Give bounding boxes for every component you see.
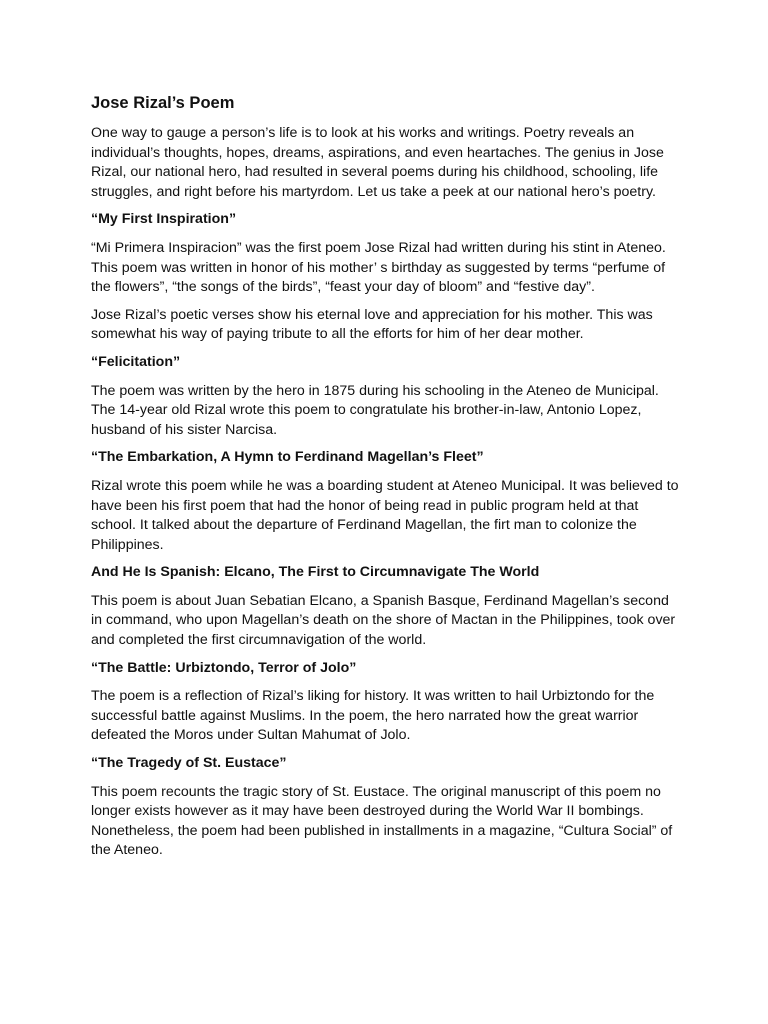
section-heading: “The Battle: Urbiztondo, Terror of Jolo” <box>91 659 357 676</box>
section-heading: “Felicitation” <box>91 353 181 370</box>
section-my-first-inspiration <box>91 210 681 345</box>
section-paragraph: Jose Rizal’s poetic verses show his eternal love and appreciation for his mother. This was somewhat his way of paying tribute to all the efforts for him of her dear mother. <box>91 306 653 343</box>
section-paragraph: The poem was written by the hero in 1875 during his schooling in the Ateneo de Municipal. The 14-year old Rizal wrote this poem to congratulate his brother-in-law, Antonio Lopez, husband of his sister Narcisa. <box>91 382 659 438</box>
section-paragraph: This poem recounts the tragic story of St. Eustace. The original manuscript of this poem no longer exists however as it may have been destroyed during the World War II bombings. Nonetheless, the poem had been published in installments in a magazine, “Cultura Social” of the Ateneo. <box>91 783 673 859</box>
section-and-he-is-spanish <box>91 563 681 650</box>
section-the-embarkation <box>91 448 681 555</box>
section-the-tragedy-of-st-eustace <box>91 754 681 861</box>
document-title: Jose Rizal’s Poem <box>91 94 235 112</box>
section-heading: And He Is Spanish: Elcano, The First to Circumnavigate The World <box>91 564 540 581</box>
document-page <box>91 93 681 869</box>
section-paragraph: “Mi Primera Inspiracion” was the first poem Jose Rizal had written during his stint in Ateneo. This poem was written in honor of his mother’ s birthday as suggested by terms “perfume of the flowers”, “the songs of the birds”, “feast your day of bloom” and “festive day”. <box>91 239 666 296</box>
section-heading: “The Embarkation, A Hymn to Ferdinand Magellan’s Fleet” <box>91 449 484 466</box>
section-heading: “My First Inspiration” <box>91 211 237 228</box>
section-the-battle <box>91 659 681 746</box>
section-heading: “The Tragedy of St. Eustace” <box>91 755 287 772</box>
section-felicitation <box>91 353 681 440</box>
section-paragraph: Rizal wrote this poem while he was a boarding student at Ateneo Municipal. It was believed to have been his first poem that had the honor of being read in public program held at that school. It talked about the departure of Ferdinand Magellan, the firt man to colonize the Philippines. <box>91 477 679 553</box>
intro-paragraph: One way to gauge a person’s life is to look at his works and writings. Poetry reveals an individual’s thoughts, hopes, dreams, aspirations, and even heartaches. The genius in Jose Rizal, our national hero, had resulted in several poems during his childhood, schooling, life struggles, and right before his martyrdom. Let us take a peek at our national hero’s poetry. <box>91 125 664 200</box>
section-paragraph: This poem is about Juan Sebatian Elcano, a Spanish Basque, Ferdinand Magellan’s second in command, who upon Magellan’s death on the shore of Mactan in the Philippines, took over and completed the first circumnavigation of the world. <box>91 592 676 649</box>
section-paragraph: The poem is a reflection of Rizal’s liking for history. It was written to hail Urbiztondo for the successful battle against Muslims. In the poem, the hero narrated how the great warrior defeated the Moros under Sultan Mahumat of Jolo. <box>91 688 655 744</box>
